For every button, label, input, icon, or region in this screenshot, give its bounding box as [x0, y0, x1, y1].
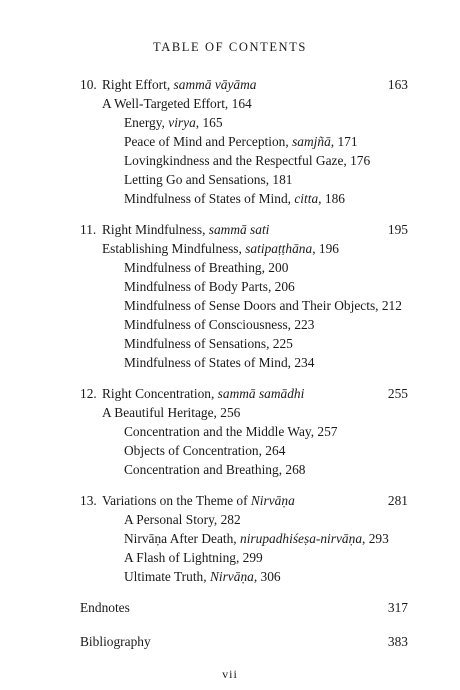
- entry-text: Concentration and Breathing, 268: [124, 462, 306, 477]
- chapter-number: 10.: [80, 77, 97, 92]
- toc-entry[interactable]: [124, 461, 305, 479]
- toc-entry[interactable]: [124, 278, 295, 296]
- endnotes-page: 317: [387, 600, 408, 615]
- entry-text: Nirvāṇa After Death,: [124, 531, 241, 546]
- entry-text: Mindfulness of Sensations, 225: [124, 336, 293, 351]
- toc-chapter-11[interactable]: [80, 221, 269, 239]
- toc-entry[interactable]: [124, 114, 223, 132]
- entry-text: Energy,: [124, 115, 169, 130]
- toc-entry[interactable]: [124, 511, 241, 529]
- entry-text: Mindfulness of Breathing, 200: [124, 260, 289, 275]
- toc-entry[interactable]: [124, 152, 370, 170]
- bibliography-page: 383: [387, 634, 408, 649]
- entry-text: Establishing Mindfulness,: [102, 241, 246, 256]
- chapter-page: 255: [387, 386, 408, 401]
- chapter-title-pali: sammā sati: [208, 222, 270, 237]
- toc-entry[interactable]: [124, 171, 292, 189]
- entry-text: Objects of Concentration, 264: [124, 443, 286, 458]
- entry-text: A Beautiful Heritage, 256: [102, 405, 241, 420]
- chapter-title-pali: sammā samādhi: [217, 386, 305, 401]
- toc-entry[interactable]: [124, 423, 338, 441]
- chapter-title: Right Mindfulness,: [102, 222, 209, 237]
- entry-page: , 171: [330, 134, 358, 149]
- chapter-number: 12.: [80, 386, 97, 401]
- entry-page: , 196: [312, 241, 339, 256]
- entry-pali: nirupadhiśeṣa-nirvāṇa: [240, 531, 363, 546]
- entry-text: Mindfulness of Consciousness, 223: [124, 317, 315, 332]
- entry-text: Concentration and the Middle Way, 257: [124, 424, 338, 439]
- entry-pali: satipaṭṭhāna: [245, 241, 313, 256]
- entry-pali: samjñā: [292, 134, 331, 149]
- toc-entry[interactable]: [124, 354, 314, 372]
- toc-entry[interactable]: [102, 240, 339, 258]
- entry-text: Mindfulness of Body Parts, 206: [124, 279, 295, 294]
- toc-entry[interactable]: [124, 530, 389, 548]
- toc-entry[interactable]: [124, 442, 285, 460]
- chapter-page: 281: [387, 493, 408, 508]
- page-folio: vii: [222, 667, 238, 681]
- entry-page: , 186: [318, 191, 345, 206]
- chapter-page: 195: [387, 222, 408, 237]
- chapter-number: 11.: [80, 222, 97, 237]
- toc-entry[interactable]: [124, 259, 288, 277]
- entry-text: A Flash of Lightning, 299: [124, 550, 263, 565]
- toc-entry[interactable]: [102, 95, 252, 113]
- toc-entry[interactable]: [124, 316, 314, 334]
- entry-text: A Personal Story, 282: [124, 512, 241, 527]
- toc-bibliography[interactable]: Bibliography: [80, 634, 151, 649]
- entry-page: , 165: [195, 115, 223, 130]
- entry-text: Mindfulness of States of Mind,: [124, 191, 295, 206]
- entry-text: Ultimate Truth,: [124, 569, 210, 584]
- toc-chapter-10[interactable]: [80, 76, 256, 94]
- toc-entry[interactable]: [102, 404, 240, 422]
- chapter-number: 13.: [80, 493, 97, 508]
- chapter-title: Variations on the Theme of: [102, 493, 251, 508]
- toc-entry[interactable]: [124, 568, 281, 586]
- entry-page: , 306: [253, 569, 281, 584]
- page-header: TABLE OF CONTENTS: [153, 40, 307, 54]
- toc-entry[interactable]: [124, 549, 263, 567]
- entry-pali: virya: [168, 115, 196, 130]
- entry-text: Letting Go and Sensations, 181: [124, 172, 293, 187]
- entry-text: A Well-Targeted Effort, 164: [102, 96, 252, 111]
- entry-pali: Nirvāṇa: [209, 569, 254, 584]
- chapter-title: Right Effort,: [102, 77, 174, 92]
- toc-entry[interactable]: [124, 133, 358, 151]
- toc-chapter-13[interactable]: [80, 492, 295, 510]
- entry-text: Lovingkindness and the Respectful Gaze, 176: [124, 153, 371, 168]
- entry-text: Peace of Mind and Perception,: [124, 134, 293, 149]
- entry-text: Mindfulness of Sense Doors and Their Objects, 212: [124, 298, 402, 313]
- chapter-title-pali: sammā vāyāma: [173, 77, 257, 92]
- chapter-title: Right Concentration,: [102, 386, 218, 401]
- toc-chapter-12[interactable]: [80, 385, 304, 403]
- entry-pali: citta: [294, 191, 319, 206]
- toc-entry[interactable]: [124, 190, 345, 208]
- entry-page: , 293: [362, 531, 389, 546]
- toc-entry[interactable]: [124, 297, 402, 315]
- entry-text: Mindfulness of States of Mind, 234: [124, 355, 315, 370]
- chapter-title-pali: Nirvāṇa: [250, 493, 295, 508]
- chapter-page: 163: [387, 77, 408, 92]
- toc-entry[interactable]: [124, 335, 293, 353]
- toc-endnotes[interactable]: Endnotes: [80, 600, 130, 615]
